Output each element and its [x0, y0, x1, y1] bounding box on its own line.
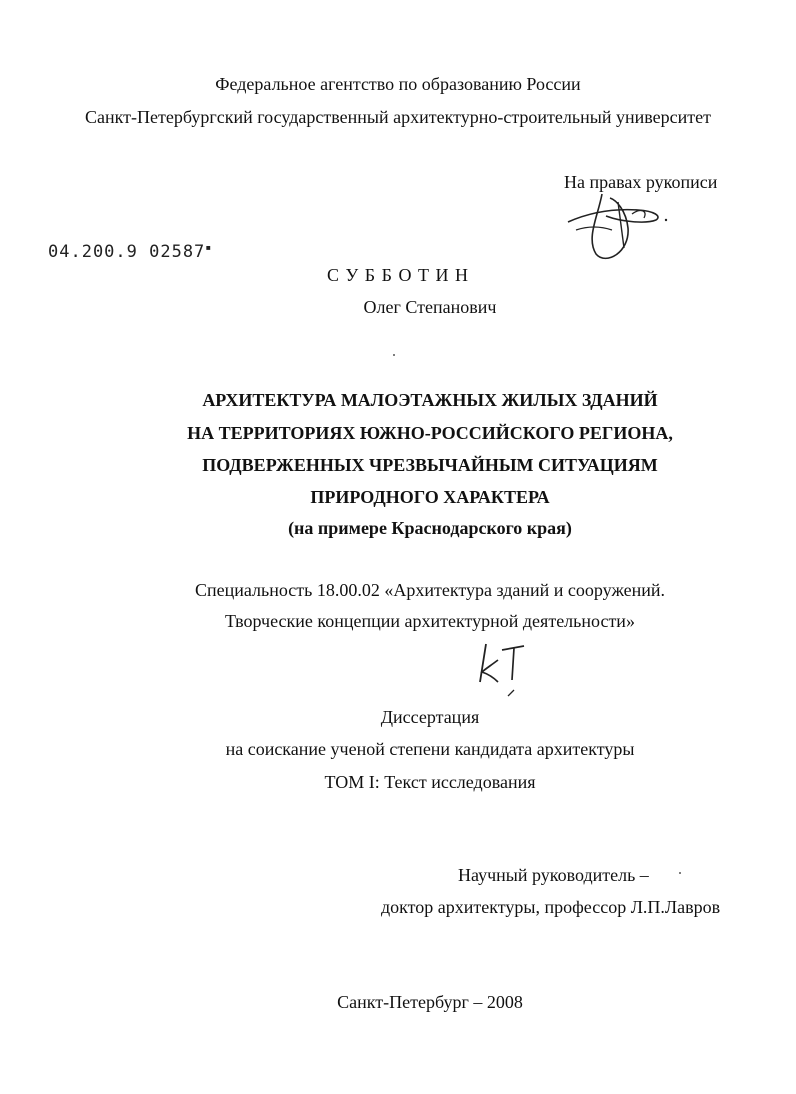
- specialty-line-1: Специальность 18.00.02 «Архитектура зданий и сооружений.: [194, 580, 666, 600]
- supervisor-label: Научный руководитель –: [458, 865, 649, 885]
- scan-speck: [393, 354, 395, 356]
- scan-speck: [679, 872, 681, 874]
- title-line-3: ПОДВЕРЖЕННЫХ ЧРЕЗВЫЧАЙНЫМ СИТУАЦИЯМ: [202, 455, 658, 475]
- dissertation-type: Диссертация: [380, 707, 480, 727]
- author-surname: С У Б Б О Т И Н: [327, 265, 469, 285]
- title-line-2: НА ТЕРРИТОРИЯХ ЮЖНО-РОССИЙСКОГО РЕГИОНА,: [187, 423, 673, 443]
- title-line-1: АРХИТЕКТУРА МАЛОЭТАЖНЫХ ЖИЛЫХ ЗДАНИЙ: [202, 390, 658, 410]
- title-subtitle: (на примере Краснодарского края): [288, 518, 572, 538]
- handwritten-initials: [472, 640, 532, 704]
- dissertation-volume: ТОМ I: Текст исследования: [324, 772, 536, 792]
- agency-line: Федеральное агентство по образованию России: [215, 74, 581, 94]
- archive-stamp: 04.200.9 02587▪: [48, 242, 213, 262]
- university-line: Санкт-Петербургский государственный архитектурно-строительный университет: [85, 107, 711, 127]
- author-given-names: Олег Степанович: [363, 297, 497, 317]
- manuscript-note: На правах рукописи: [564, 172, 718, 192]
- specialty-line-2: Творческие концепции архитектурной деятельности»: [225, 611, 635, 631]
- supervisor-name: доктор архитектуры, профессор Л.П.Лавров: [381, 897, 721, 917]
- title-line-4: ПРИРОДНОГО ХАРАКТЕРА: [310, 487, 550, 507]
- archive-stamp-text: 04.200.9 02587: [48, 242, 206, 262]
- dissertation-degree: на соискание ученой степени кандидата архитектуры: [225, 739, 635, 759]
- place-year: Санкт-Петербург – 2008: [337, 992, 523, 1012]
- author-signature: [558, 186, 678, 266]
